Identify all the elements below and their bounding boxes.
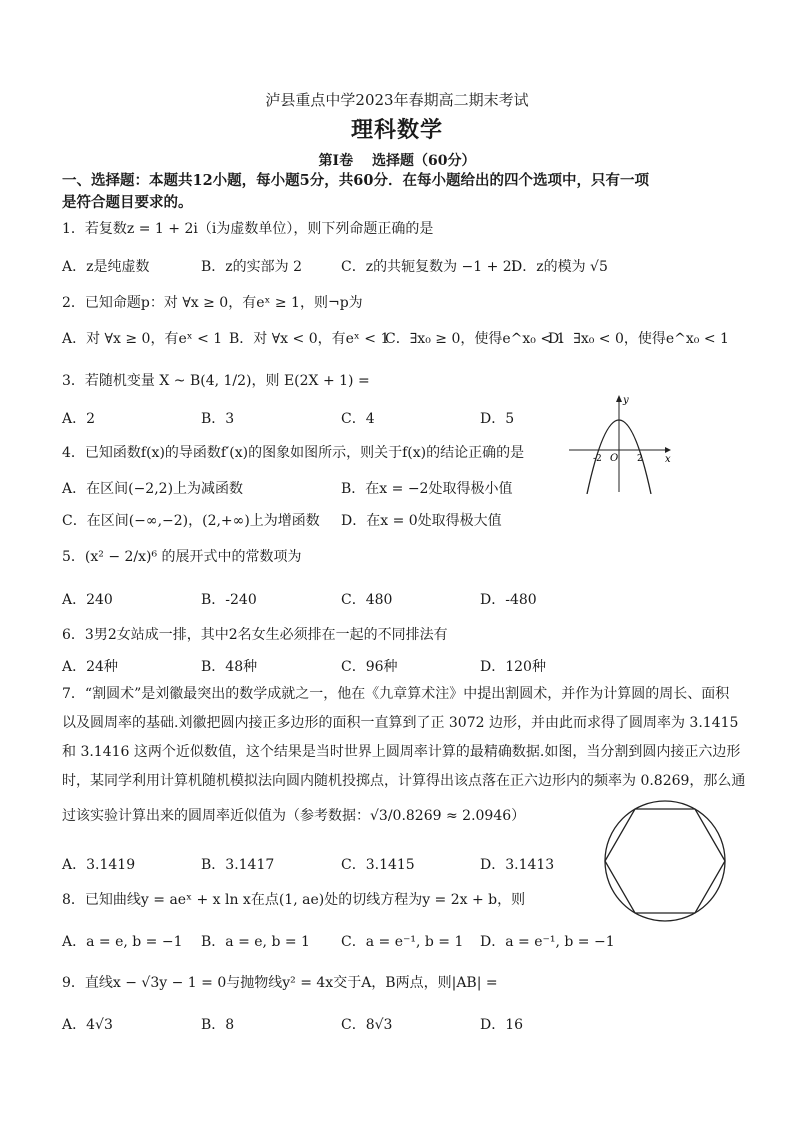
part-title: 第Ⅰ卷 选择题（60分） <box>318 153 476 169</box>
question-8-option-c: C．a = e⁻¹, b = 1 <box>341 934 464 950</box>
question-2-stem: 2．已知命题p：对 ∀x ≥ 0，有eˣ ≥ 1，则¬p为 <box>62 295 363 311</box>
question-2-option-c: C．∃x₀ ≥ 0，使得e^x₀ < 1 <box>385 331 566 347</box>
question-9-option-d: D．16 <box>480 1017 524 1033</box>
circle <box>605 801 725 921</box>
question-3-stem: 3．若随机变量 X ~ B(4, 1/2)，则 E(2X + 1) = <box>62 373 370 389</box>
question-3-option-a: A．2 <box>62 411 96 427</box>
question-3-option-d: D．5 <box>480 411 515 427</box>
question-4-option-c: C．在区间(−∞,−2)，(2,+∞)上为增函数 <box>62 513 320 529</box>
subject-title: 理科数学 <box>350 117 443 143</box>
x-axis-label: x <box>665 454 671 465</box>
question-4-option-a: A．在区间(−2,2)上为减函数 <box>62 481 244 497</box>
question-6-option-d: D．120种 <box>480 659 546 675</box>
question-7-option-d: D．3.1413 <box>480 857 555 873</box>
question-9-stem: 9．直线x − √3y − 1 = 0与抛物线y² = 4x交于A，B两点，则|AB| = <box>62 975 498 991</box>
question-3-option-b: B．3 <box>201 411 235 427</box>
section-instructions: 一、选择题：本题共12小题，每小题5分，共60分．在每小题给出的四个选项中，只有一项 是符合题目要求的。 <box>62 172 649 211</box>
question-4-option-d: D．在x = 0处取得极大值 <box>341 513 502 529</box>
school-exam-title: 泸县重点中学2023年春期高二期末考试 <box>265 91 529 109</box>
derivative-graph <box>565 392 675 494</box>
question-8-option-a: A．a = e, b = −1 <box>62 934 183 950</box>
y-axis-arrow-icon <box>616 395 622 402</box>
question-6-option-c: C．96种 <box>341 659 398 675</box>
question-5-option-a: A．240 <box>62 592 113 608</box>
question-7-option-a: A．3.1419 <box>62 857 136 873</box>
question-6-option-b: B．48种 <box>201 659 258 675</box>
question-9-option-b: B．8 <box>201 1017 235 1033</box>
question-4-stem: 4．已知函数f(x)的导函数f′(x)的图象如图所示，则关于f(x)的结论正确的是 <box>62 445 525 461</box>
question-8-option-b: B．a = e, b = 1 <box>201 934 310 950</box>
question-1-option-a: A．z是纯虚数 <box>62 259 150 275</box>
left-root-label: -2 <box>593 454 602 464</box>
question-7-option-b: B．3.1417 <box>201 857 275 873</box>
y-axis-label: y <box>623 395 629 406</box>
right-root-label: 2 <box>637 454 643 464</box>
question-8-option-d: D．a = e⁻¹, b = −1 <box>480 934 615 950</box>
question-5-option-c: C．480 <box>341 592 393 608</box>
question-1-option-b: B．z的实部为 2 <box>201 259 303 275</box>
origin-label: O <box>610 453 619 464</box>
question-5-stem: 5．(x² − 2/x)⁶ 的展开式中的常数项为 <box>62 549 302 565</box>
question-6-option-a: A．24种 <box>62 659 118 675</box>
question-1-option-c: C．z的共轭复数为 −1 + 2i <box>341 259 517 275</box>
inscribed-hexagon <box>605 809 725 913</box>
question-8-stem: 8．已知曲线y = aeˣ + x ln x在点(1, ae)处的切线方程为y = 2x + b，则 <box>62 892 526 908</box>
question-9-option-a: A．4√3 <box>62 1017 113 1033</box>
question-6-stem: 6．3男2女站成一排，其中2名女生必须排在一起的不同排法有 <box>62 627 448 643</box>
question-1-option-d: D．z的模为 √5 <box>511 259 608 275</box>
question-5-option-b: B．-240 <box>201 592 257 608</box>
x-axis-arrow-icon <box>665 447 671 453</box>
circle-hexagon-figure <box>600 800 730 922</box>
question-3-option-c: C．4 <box>341 411 375 427</box>
question-2-option-b: B．对 ∀x < 0，有eˣ < 1 <box>229 331 390 347</box>
question-9-option-c: C．8√3 <box>341 1017 393 1033</box>
question-4-option-b: B．在x = −2处取得极小值 <box>341 481 513 497</box>
question-7-option-c: C．3.1415 <box>341 857 415 873</box>
question-2-option-d: D．∃x₀ < 0，使得e^x₀ < 1 <box>548 331 729 347</box>
question-2-option-a: A．对 ∀x ≥ 0，有eˣ < 1 <box>62 331 223 347</box>
question-5-option-d: D．-480 <box>480 592 537 608</box>
question-7-stem: 7．“割圆术”是刘徽最突出的数学成就之一，他在《九章算术注》中提出割圆术，并作为计算圆的周长、面积 以及圆周率的基础.刘徽把圆内接正多边形的面积一直算到了正 3072 边形，并由此而求得了圆周率为 3.1415 和 3.1416 这两个近似数值，这个结果是当时世界上圆周率计算的最精确数据.如图，当分割到圆内接正六边形 时，某同学利用计算机随机模拟法向圆内随机投掷点，计算得出该点落在正六边形内的频率为 0.8269，那么通 过该实验计算出来的圆周率近似值为（参考数据：√3/0.8269 ≈ 2.0946） <box>62 686 746 824</box>
question-1-stem: 1．若复数z = 1 + 2i（i为虚数单位），则下列命题正确的是 <box>62 221 434 237</box>
